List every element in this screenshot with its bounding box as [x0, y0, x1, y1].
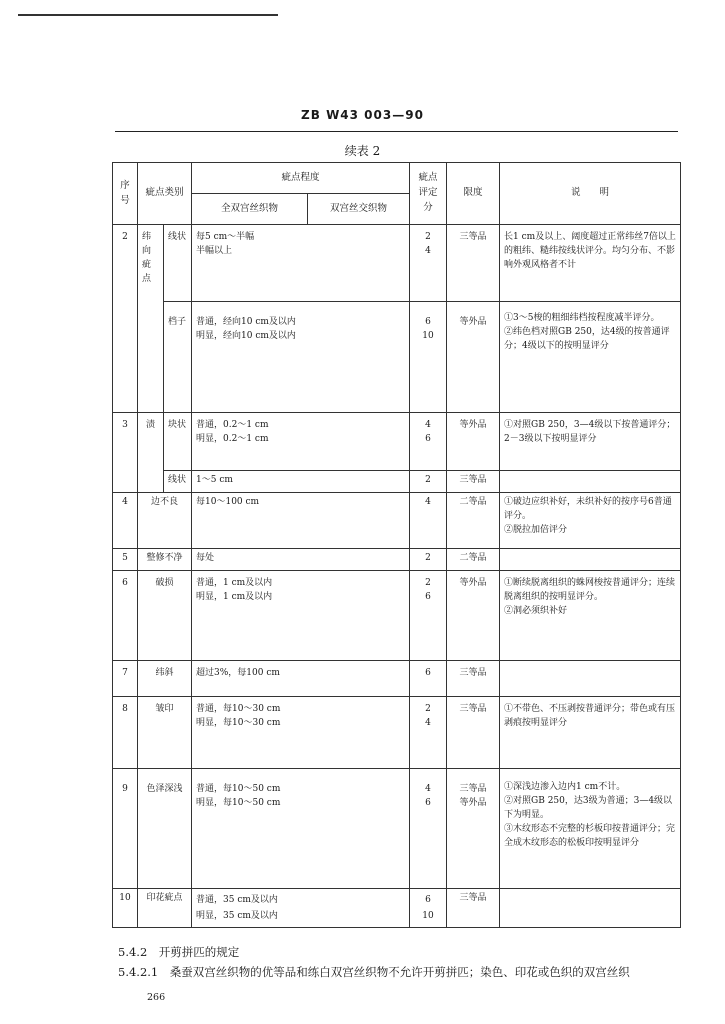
header-rule [115, 131, 678, 132]
table-row: 档子 普通，经向10 cm及以内 明显，经向10 cm及以内 6 10 等外品 ①3～5梭的粗细纬档按程度减半评分。 ②纬色档对照GB 250，达4级的按普通评分；4级以下的按明显评分 [113, 302, 681, 413]
col-no: 序号 [113, 163, 138, 225]
top-rule [18, 14, 278, 16]
col-limit: 限度 [447, 163, 500, 225]
table-row: 3 渍 块状 普通，0.2～1 cm 明显，0.2～1 cm 4 6 等外品 ①对照GB 250，3—4级以下按普通评分；2－3级以下按明显评分 [113, 413, 681, 471]
page-number: 266 [147, 992, 166, 1003]
header-row [113, 163, 681, 194]
col-full: 全双宫丝织物 [192, 194, 308, 225]
table-row: 6 破损 普通，1 cm及以内 明显，1 cm及以内 2 6 等外品 ①断续脱离组织的蛛网梭按普通评分；连续脱离组织的按明显评分。 ②洞必须织补好 [113, 571, 681, 661]
section-heading: 5.4.2 开剪拼匹的规定 [118, 945, 240, 959]
table-row: 8 皱印 普通，每10～30 cm 明显，每10～30 cm 2 4 三等品 ①不带色、不压剥按普通评分；带色或有压剥痕按明显评分 [113, 697, 681, 769]
table-row: 4 边不良 每10～100 cm 4 二等品 ①破边应织补好，未织补好的按序号6普通评分。 ②脱拉加倍评分 [113, 493, 681, 549]
table-subtitle: 续表 2 [344, 144, 381, 158]
table-row: 7 纬斜 超过3%，每100 cm 6 三等品 [113, 661, 681, 697]
table-row: 10 印花疵点 普通，35 cm及以内 明显，35 cm及以内 6 10 三等品 [113, 889, 681, 928]
col-note: 说 明 [500, 163, 681, 225]
table-row: 9 色泽深浅 普通，每10～50 cm 明显，每10～50 cm 4 6 三等品 等外品 ①深浅边渗入边内1 cm不计。 ②对照GB 250，达3级为普通；3—4级以下为明显。 ③木纹形态不完整的杉板印按普通评分；完全成木纹形态的松板印按明显评分 [113, 769, 681, 889]
standard-number: ZB W43 003—90 [301, 108, 424, 122]
defect-table [112, 162, 681, 928]
col-mixed: 双宫丝交织物 [308, 194, 410, 225]
table-row: 5 整修不净 每处 2 二等品 [113, 549, 681, 571]
col-score: 疵点评定分 [410, 163, 447, 225]
table-row: 线状 1～5 cm 2 三等品 [113, 471, 681, 493]
section-paragraph: 5.4.2.1 桑蚕双宫丝织物的优等品和练白双宫丝织物不允许开剪拼匹；染色、印花或色织的双宫丝织 [118, 965, 630, 979]
table-row: 2 纬向疵点 线状 每5 cm～半幅 半幅以上 2 4 三等品 长1 cm及以上、阔度超过正常纬丝7倍以上的粗纬、糙纬按线状评分。均匀分布、不影响外观风格者不计 [113, 225, 681, 302]
col-degree: 疵点程度 [192, 163, 410, 194]
col-type: 疵点类别 [138, 163, 192, 225]
